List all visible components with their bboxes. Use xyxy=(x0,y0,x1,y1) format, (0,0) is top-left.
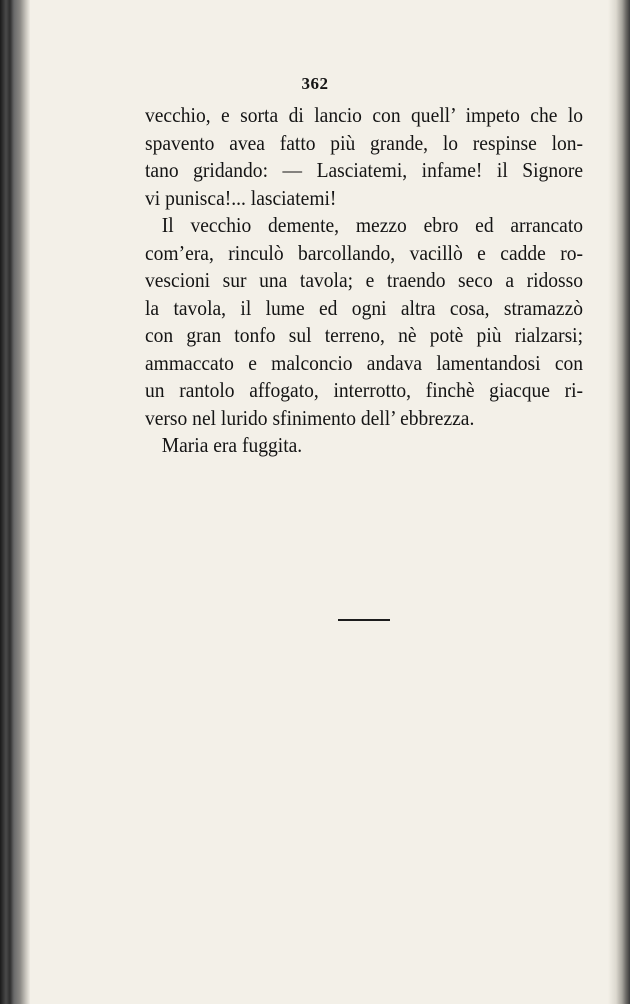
text-line: com’era, rinculò barcollando, vacillò e cadde ro- xyxy=(145,240,584,265)
text-line: verso nel lurido sfinimento dell’ ebbrezza. xyxy=(145,405,475,430)
text-line: vecchio, e sorta di lancio con quell’ impeto che lo xyxy=(145,103,584,127)
text-line: la tavola, il lume ed ogni altra cosa, stramazzò xyxy=(145,295,584,320)
text-line: vi punisca!... lasciatemi! xyxy=(145,185,337,210)
text-line: ammaccato e malconcio andava lamentandosi con xyxy=(145,350,584,375)
text-line: Il vecchio demente, mezzo ebro ed arrancato xyxy=(161,213,584,237)
page-gutter xyxy=(608,0,630,1004)
text-line: con gran tonfo sul terreno, nè potè più rialzarsi; xyxy=(145,323,584,347)
text-line: tano gridando: — Lasciatemi, infame! il Signore xyxy=(145,158,584,182)
page-number: 362 xyxy=(301,74,329,93)
text-line: Maria era fuggita. xyxy=(161,433,303,457)
text-line: un rantolo affogato, interrotto, finchè giacque ri- xyxy=(145,378,584,402)
text-line: vescioni sur una tavola; e traendo seco a ridosso xyxy=(145,268,584,292)
binding-edge xyxy=(0,0,30,1004)
body-text xyxy=(145,102,584,460)
text-line: spavento avea fatto più grande, lo respinse lon- xyxy=(145,130,584,155)
section-divider xyxy=(338,619,390,621)
